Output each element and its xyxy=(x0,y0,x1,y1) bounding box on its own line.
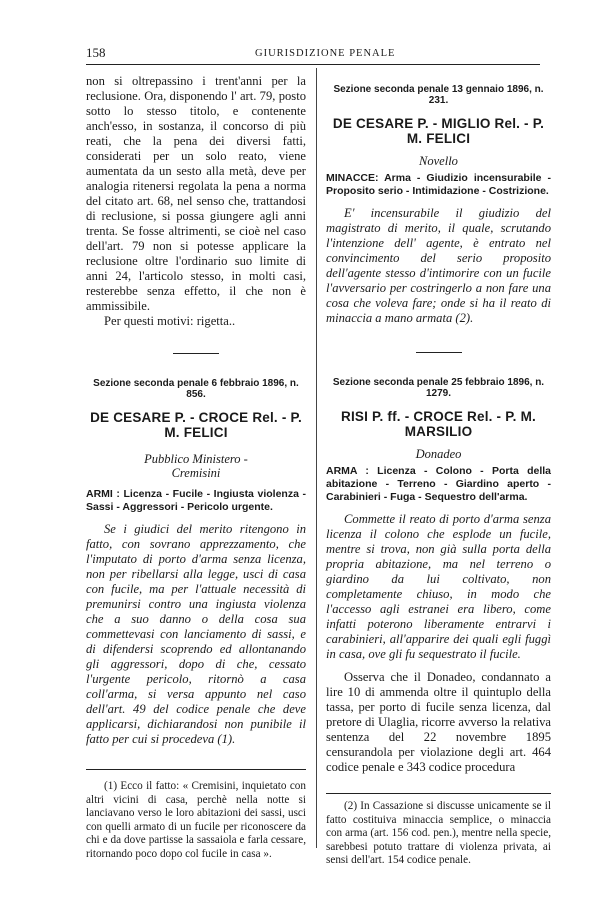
case-ruling: Se i giudici del merito ritengono in fatto, con sovrano apprezzamento, che l'imputato di porto d'arma senza licenza, non per ribellarsi alla legge, usci di casa con fucile, ma per l'attuale necessità di premunirsi contro una ingiusta violenza che a suo danno o della cosa sua commettevasi con lanciamento di sassi, e di difendersi scoprendo ed allontanando gli aggressori, dopo di che, cessato l'urgente pericolo, ritornò a casa coll'arma, si versa appunto nel caso dell'art. 49 del codice penale che deve applicarsi, dichiarandosi non punibile il fatto per cui si procedeva (1). xyxy=(86,522,306,746)
footnote-2: (2) In Cassazione si discusse unicamente se il fatto costituiva minaccia semplice, o minaccia con arma (art. 156 cod. pen.), mentre nella specie, sarebbesi potuto trattare di violenza privata, ai sensi dell'art. 154 codice penale. xyxy=(326,800,551,866)
section-rule xyxy=(416,352,462,353)
case2-ruling: Commette il reato di porto d'arma senza licenza il colono che esplode un fucile, mentre si trova, non già sulla porta della propria abitazione, ma nel terreno o giardino da lui coltivato, non completamente chiuso, in modo che l'accesso agli estranei era libero, come infatti poterono liberamente entrarvi i carabinieri, all'apparire dei quali egli fuggì in casa, ove gli fu sequestrato il fucile. xyxy=(326,512,551,661)
left-column xyxy=(86,74,306,861)
footnote-rule xyxy=(86,769,306,770)
footnote-1: (1) Ecco il fatto: « Cremisini, inquietato con altri vicini di casa, perchè nella notte si lanciavano verso le loro abitazioni dei sassi, usci con quelli armato di un fucile per riconoscere da chi e da dove partisse la sassaiola e farla cessare, ritornando poco dopo col fucile in casa ». xyxy=(86,780,306,860)
footnote-rule xyxy=(326,793,551,794)
page-number: 158 xyxy=(86,45,106,60)
case2-body: Osserva che il Donadeo, condannato a lire 10 di ammenda oltre il quintuplo della tassa, per porto di fucile senza licenza, dal pretore di Ulaglia, ricorre avverso la relativa sentenza del 22 novembre 1895 censurandola per violazione degli art. 464 codice penale e 343 codice procedura xyxy=(326,670,551,774)
closing-text: Per questi motivi: rigetta.. xyxy=(104,314,236,328)
case2-subject: Donadeo xyxy=(415,447,462,461)
case-parties: DE CESARE P. - CROCE Rel. - P. M. FELICI xyxy=(90,410,302,440)
case-subject-line1: Pubblico Ministero - xyxy=(144,452,248,466)
case1-parties: DE CESARE P. - MIGLIO Rel. - P. M. FELICI xyxy=(332,116,545,146)
case-date: Sezione seconda penale 6 febbraio 1896, n. 856. xyxy=(93,378,299,400)
running-title: GIURISDIZIONE PENALE xyxy=(255,48,396,59)
continuation-text: non si oltrepassino i trent'anni per la reclusione. Ora, disponendo l' art. 79, posto sotto lo stesso titolo, e contenente anch'esso, in sostanza, il concorso di più reati, che la pena dei diversi fatti, considerati per un solo reato, viene aumentata da un sesto alla metà, deve per analogia ritenersi regolata la pena a norma del citato art. 68, nel senso che, trattandosi di reclusione, si possa giungere agli anni trenta. Se fosse altrimenti, se cioè nel caso dell'art. 79 non si potesse applicare la reclusione oltre l'ordinario suo limite di anni 24, l'articolo stesso, in molti casi, resterebbe senza effetto, il che non è ammissibile. xyxy=(86,74,306,313)
case-massima: ARMI : Licenza - Fucile - Ingiusta violenza - Sassi - Aggressori - Pericolo urgente. xyxy=(86,488,306,513)
header-rule xyxy=(86,64,540,65)
section-rule xyxy=(173,353,219,354)
case1-massima: MINACCE: Arma - Giudizio incensurabile - Proposito serio - Intimidazione - Costrizione. xyxy=(326,172,551,197)
column-divider xyxy=(316,68,317,848)
right-column xyxy=(326,74,551,868)
case2-parties: RISI P. ff. - CROCE Rel. - P. M. MARSILIO xyxy=(341,409,536,439)
case1-ruling: E' incensurabile il giudizio del magistrato di merito, il quale, scrutando l'intenzione dell' agente, è entrato nel convincimento del serio proposito dell'agente stesso d'intimorire con un fucile l'avversario per costringerlo a non fare una cosa che voleva fare; onde si ha il reato di minaccia a mano armata (2). xyxy=(326,206,551,325)
case1-date: Sezione seconda penale 13 gennaio 1896, n. 231. xyxy=(333,84,544,106)
case1-subject: Novello xyxy=(419,154,458,168)
case2-massima: ARMA : Licenza - Colono - Porta della abitazione - Terreno - Giardino aperto - Carabinieri - Fuga - Sequestro dell'arma. xyxy=(326,465,551,503)
case-subject-line2: Cremisini xyxy=(171,466,221,480)
case2-date: Sezione seconda penale 25 febbraio 1896, n. 1279. xyxy=(332,377,545,399)
